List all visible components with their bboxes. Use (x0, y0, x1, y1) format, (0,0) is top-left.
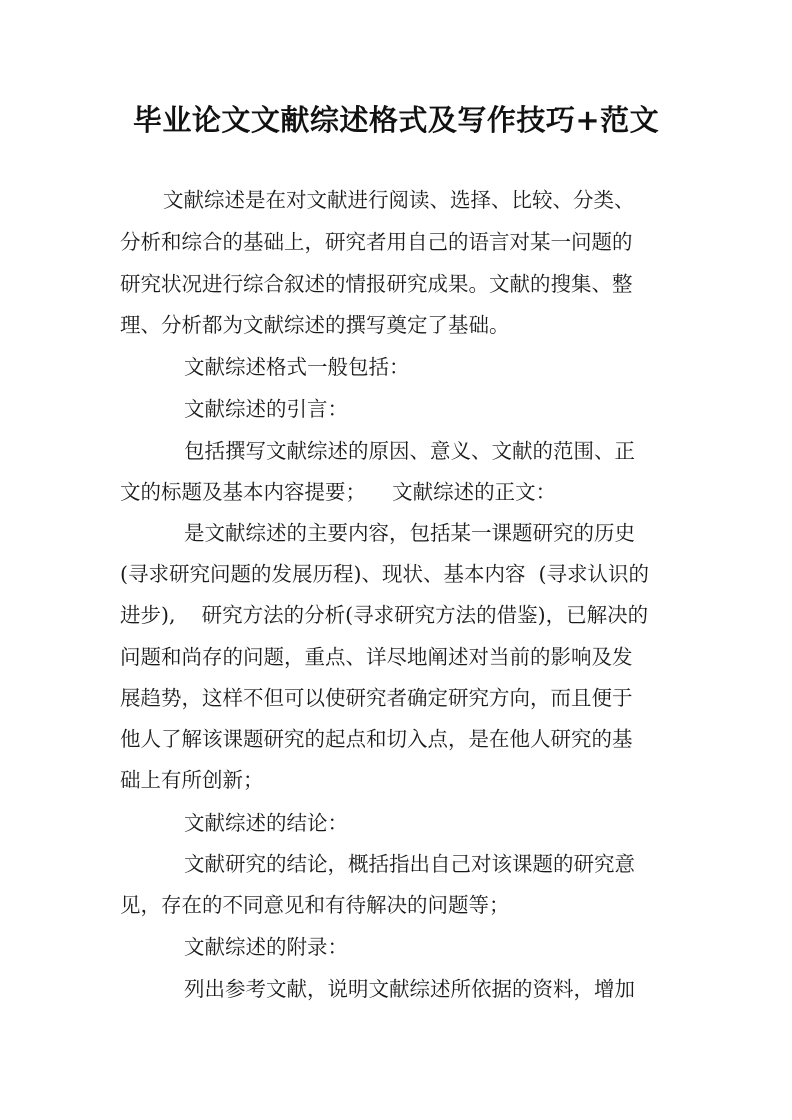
body-text-line: 文献综述格式一般包括： (184, 355, 410, 379)
body-text-line: 文献研究的结论，概括指出自己对该课题的研究意 (184, 852, 635, 876)
body-text-line: 文献综述的引言： (184, 397, 348, 421)
body-text-line: 文献综述是在对文献进行阅读、选择、比较、分类、 (163, 188, 635, 212)
body-text-line: 础上有所创新； (120, 768, 264, 792)
body-text-line: 列出参考文献，说明文献综述所依据的资料，增加 (184, 977, 635, 1001)
body-text-line: 他人了解该课题研究的起点和切入点，是在他人研究的基 (120, 727, 633, 751)
body-text-line: 见，存在的不同意见和有待解决的问题等； (120, 893, 510, 917)
body-text-line: 理、分析都为文献综述的撰写奠定了基础。 (120, 313, 510, 337)
body-text-line: 展趋势，这样不但可以使研究者确定研究方向，而且便于 (120, 686, 633, 710)
body-text-line: 文的标题及基本内容提要； 文献综述的正文： (120, 480, 557, 504)
document-title: 毕业论文文献综述格式及写作技巧+范文 (132, 103, 660, 137)
body-text-line: 文献综述的附录： (184, 935, 348, 959)
body-text-line: 研究状况进行综合叙述的情报研究成果。文献的搜集、整 (120, 272, 633, 296)
body-text-line: 包括撰写文献综述的原因、意义、文献的范围、正 (184, 439, 635, 463)
body-text-line: 是文献综述的主要内容，包括某一课题研究的历史 (184, 521, 635, 545)
body-text-line: (寻求研究问题的发展历程)、现状、基本内容 (寻求认识的 (120, 562, 650, 586)
body-text-line: 进步), 研究方法的分析(寻求研究方法的借鉴)，已解决的 (120, 603, 649, 627)
body-text-line: 文献综述的结论： (184, 811, 348, 835)
body-text-line: 分析和综合的基础上，研究者用自己的语言对某一问题的 (120, 230, 633, 254)
body-text-line: 问题和尚存的问题，重点、详尽地阐述对当前的影响及发 (120, 645, 633, 669)
